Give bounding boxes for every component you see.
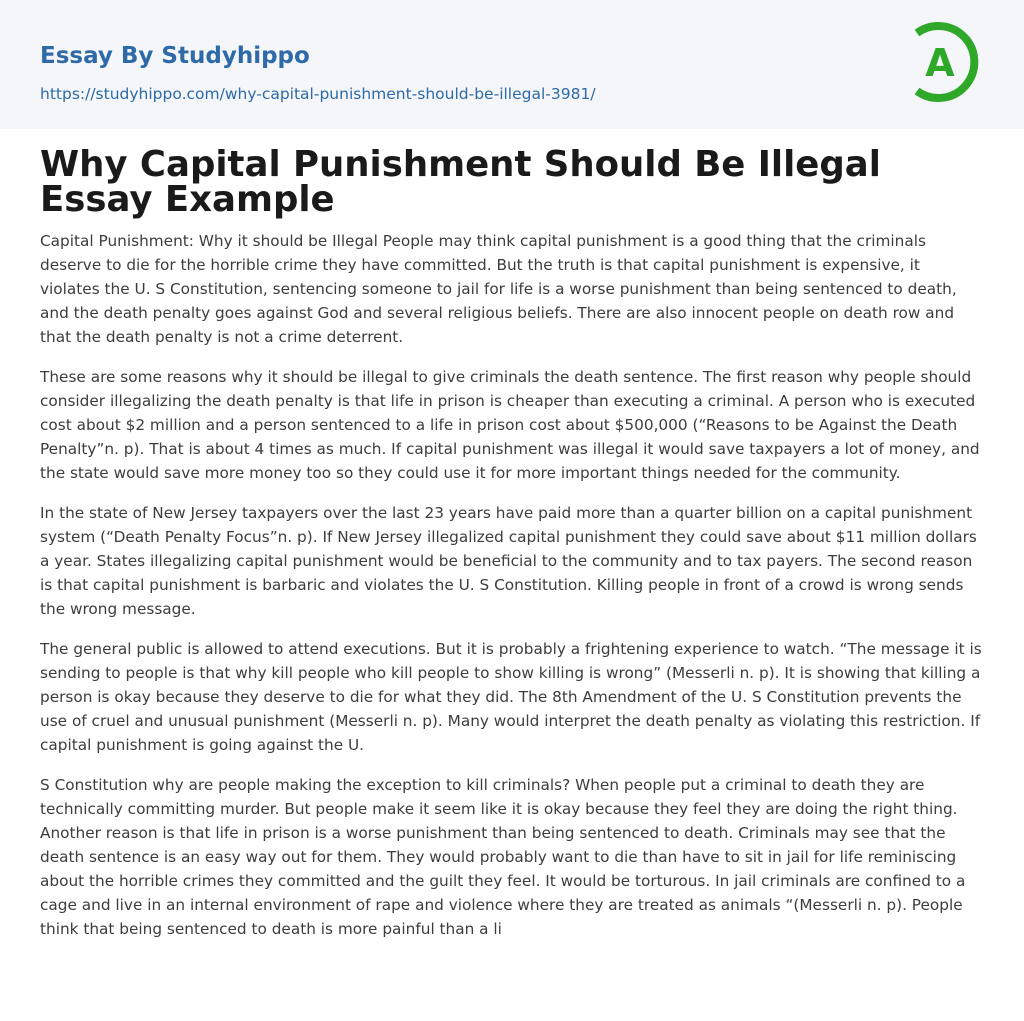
logo-letter: A [925, 41, 955, 85]
essay-paragraph-3: In the state of New Jersey taxpayers over the last 23 years have paid more than a quarter billion on a capital punishment system (“Death Penalty Focus”n. p). If New Jersey illegalized capital punishment they could save about $11 million dollars a year. States illegalizing capital punishment would be beneficial to the community and to tax payers. The second reason is that capital punishment is barbaric and violates the U. S Constitution. Killing people in front of a crowd is wrong sends the wrong message. [40, 504, 977, 618]
essay-paragraph-4: The general public is allowed to attend executions. But it is probably a frightening experience to watch. “The message it is sending to people is that why kill people who kill people to show killing is wrong” (Messerli n. p). It is showing that killing a person is okay because they deserve to die for what they did. The 8th Amendment of the U. S Constitution prevents the use of cruel and unusual punishment (Messerli n. p). Many would interpret the death penalty as violating this restriction. If capital punishment is going against the U. [40, 640, 982, 754]
essay-paragraph-2: These are some reasons why it should be illegal to give criminals the death sentence. The first reason why people should consider illegalizing the death penalty is that life in prison is cheaper than executing a criminal. A person who is executed cost about $2 million and a person sentenced to a life in prison cost about $500,000 (“Reasons to be Against the Death Penalty”n. p). That is about 4 times as much. If capital punishment was illegal it would save taxpayers a lot of money, and the state would save more money too so they could use it for more important things needed for the community. [40, 368, 980, 482]
essay-paragraph-5: S Constitution why are people making the exception to kill criminals? When people put a criminal to death they are technically committing murder. But people make it seem like it is okay because they feel they are doing the right thing. Another reason is that life in prison is a worse punishment than being sentenced to death. Criminals may see that the death sentence is an easy way out for them. They would probably want to die than have to sit in jail for life reminiscing about the horrible crimes they committed and the guilt they feel. It would be torturous. In jail criminals are confined to a cage and live in an internal environment of rape and violence where they are treated as animals “(Messerli n. p). People think that being sentenced to death is more painful than a li [40, 776, 966, 938]
site-header [0, 0, 1024, 129]
essay-url-link[interactable]: https://studyhippo.com/why-capital-punishment-should-be-illegal-3981/ [40, 85, 596, 103]
studyhippo-logo-icon[interactable] [912, 18, 988, 106]
brand-title[interactable]: Essay By Studyhippo [40, 43, 310, 69]
page-title: Why Capital Punishment Should Be Illegal Essay Example [40, 144, 881, 220]
essay-paragraph-1: Capital Punishment: Why it should be Illegal People may think capital punishment is a good thing that the criminals deserve to die for the horrible crime they have committed. But the truth is that capital punishment is expensive, it violates the U. S Constitution, sentencing someone to jail for life is a worse punishment than being sentenced to death, and the death penalty goes against God and several religious beliefs. There are also innocent people on death row and that the death penalty is not a crime deterrent. [40, 232, 957, 346]
essay-body [40, 229, 984, 957]
